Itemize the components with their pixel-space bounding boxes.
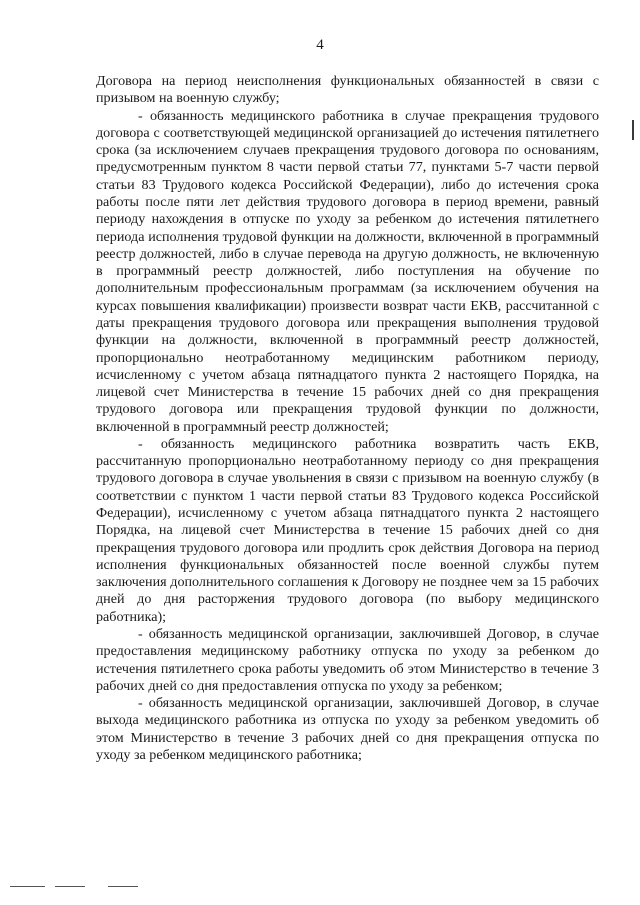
paragraph-obligation-return-on-termination: - обязанность медицинского работника в случае прекращения трудового договора с соответствующей медицинской организацией до истечения пятилетнего срока (за исключением случаев прекращения трудового договора по основаниям, предусмотренным пунктом 8 части первой статьи 77, пунктами 5-7 части первой статьи 83 Трудового кодекса Российской Федерации), либо до истечения срока работы после пяти лет действия трудового договора в период времени, равный периоду нахождения в отпуске по уходу за ребенком до истечения пятилетнего периода исполнения трудовой функции на должности, включенной в программный реестр должностей, либо в случае перевода на другую должность, не включенную в программный реестр должностей, либо поступления на обучение по дополнительным профессиональным программам (за исключением обучения на курсах повышения квалификации) произвести возврат части ЕКВ, рассчитанной с даты прекращения трудового договора или прекращения выполнения трудовой функции на должности, включенной в программный реестр должностей, пропорционально неотработанному медицинским работником периоду, исчисленному с учетом абзаца пятнадцатого пункта 2 настоящего Порядка, на лицевой счет Министерства в течение 15 рабочих дней со дня прекращения трудового договора или прекращения трудовой функции по должности, включенной в программный реестр должностей; xyxy=(96,107,599,435)
scan-bottom-line xyxy=(55,886,85,887)
paragraph-obligation-notify-leave-start: - обязанность медицинской организации, заключившей Договор, в случае предоставления медицинскому работнику отпуска по уходу за ребенком до истечения пятилетнего срока работы уведомить об этом Министерство в течение 3 рабочих дней со дня предоставления отпуска по уходу за ребенком; xyxy=(96,626,599,694)
document-body xyxy=(96,73,599,764)
paragraph-obligation-return-on-military-service: - обязанность медицинского работника возвратить часть ЕКВ, рассчитанную пропорционально неотработанному периоду со дня прекращения трудового договора в случае увольнения в связи с призывом на военную службу (в соответствии с пунктом 1 части первой статьи 83 Трудового кодекса Российской Федерации), исчисленному с учетом абзаца пятнадцатого пункта 2 настоящего Порядка, на лицевой счет Министерства в течение 15 рабочих дней со дня прекращения трудового договора или продлить срок действия Договора на период исполнения функциональных обязанностей после военной службы путем заключения дополнительного соглашения к Договору не позднее чем за 15 рабочих дней до дня расторжения трудового договора (по выбору медицинского работника); xyxy=(96,435,599,625)
scan-margin-mark xyxy=(632,120,634,140)
paragraph-continuation: Договора на период неисполнения функциональных обязанностей в связи с призывом на военную службу; xyxy=(96,73,599,107)
scan-bottom-line xyxy=(10,886,45,887)
page-number: 4 xyxy=(316,37,324,53)
scan-bottom-line xyxy=(108,886,138,887)
paragraph-obligation-notify-leave-end: - обязанность медицинской организации, заключившей Договор, в случае выхода медицинского работника из отпуска по уходу за ребенком уведомить об этом Министерство в течение 3 рабочих дней со дня прекращения отпуска по уходу за ребенком медицинского работника; xyxy=(96,695,599,763)
